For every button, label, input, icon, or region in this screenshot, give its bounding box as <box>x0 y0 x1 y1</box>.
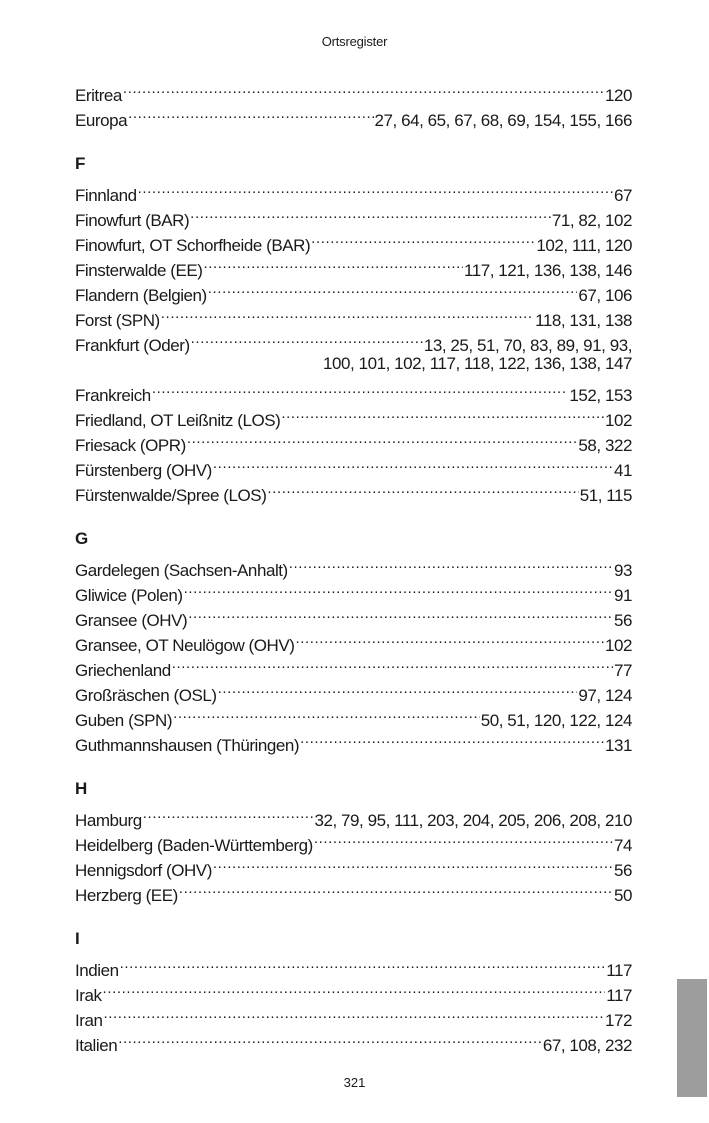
dot-leader <box>187 426 578 451</box>
entry-name: Friedland, OT Leißnitz (LOS) <box>75 411 281 430</box>
dot-leader <box>267 476 578 501</box>
index-section <box>75 776 632 905</box>
entry-pages: 93 <box>613 561 632 580</box>
index-entry <box>75 1026 632 1055</box>
entry-pages: 117 <box>606 961 632 980</box>
entry-pages: 172 <box>604 1011 632 1030</box>
index-section <box>75 926 632 1055</box>
entry-pages: 32, 79, 95, 111, 203, 204, 205, 206, 208, 210 <box>314 811 632 830</box>
entry-name: Italien <box>75 1036 118 1055</box>
entry-pages: 102 <box>604 636 632 655</box>
dot-leader <box>213 451 613 476</box>
dot-leader <box>172 651 613 676</box>
entry-name: Frankfurt (Oder) <box>75 336 190 355</box>
dot-leader <box>118 1026 542 1051</box>
dot-leader <box>289 551 613 576</box>
entry-name: Guthmannshausen (Thüringen) <box>75 736 300 755</box>
entry-pages: 58, 322 <box>578 436 632 455</box>
dot-leader <box>184 576 613 601</box>
dot-leader <box>161 301 534 326</box>
dot-leader <box>173 701 480 726</box>
section-letter: G <box>75 529 89 548</box>
index-entry <box>75 76 632 105</box>
entry-pages: 117 <box>606 986 632 1005</box>
entry-name: Irak <box>75 986 102 1005</box>
index-entry <box>75 376 632 405</box>
entry-pages-continued: 100, 101, 102, 117, 118, 122, 136, 138, 147 <box>323 354 632 373</box>
entry-name: Herzberg (EE) <box>75 886 178 905</box>
entry-pages: 118, 131, 138 <box>535 311 632 330</box>
entry-pages: 41 <box>613 461 632 480</box>
index-entry <box>75 826 632 855</box>
entry-pages: 50, 51, 120, 122, 124 <box>480 711 632 730</box>
running-head: Ortsregister <box>321 34 388 49</box>
entry-name: Frankreich <box>75 386 151 405</box>
index-entry <box>75 951 632 980</box>
index-entry <box>75 551 632 580</box>
entry-name: Friesack (OPR) <box>75 436 186 455</box>
entry-name: Eritrea <box>75 86 122 105</box>
entry-pages: 97, 124 <box>578 686 632 705</box>
entry-pages: 67, 106 <box>578 286 632 305</box>
entry-pages: 71, 82, 102 <box>551 211 632 230</box>
dot-leader <box>188 601 613 626</box>
dot-leader <box>218 676 578 701</box>
entry-pages: 102 <box>604 411 632 430</box>
entry-name: Indien <box>75 961 119 980</box>
dot-leader <box>103 976 606 1001</box>
entry-pages: 152, 153 <box>569 386 632 405</box>
entry-pages: 13, 25, 51, 70, 83, 89, 91, 93, <box>423 336 632 355</box>
entry-pages: 56 <box>613 611 632 630</box>
entry-name: Gliwice (Polen) <box>75 586 183 605</box>
entry-pages: 120 <box>604 86 632 105</box>
index-entry <box>75 1001 632 1030</box>
dot-leader <box>203 251 463 276</box>
dot-leader <box>191 326 423 351</box>
place-index <box>75 76 632 1076</box>
dot-leader <box>295 626 604 651</box>
dot-leader <box>143 801 314 826</box>
entry-pages: 50 <box>613 886 632 905</box>
section-letter: H <box>75 779 88 798</box>
section-letter: F <box>75 154 86 173</box>
dot-leader <box>179 876 613 901</box>
section-letter: I <box>75 929 80 948</box>
entry-name: Europa <box>75 111 128 130</box>
index-entry <box>75 801 632 830</box>
index-entry <box>75 176 632 205</box>
dot-leader <box>123 76 604 101</box>
entry-name: Gardelegen (Sachsen-Anhalt) <box>75 561 288 580</box>
dot-leader <box>190 201 551 226</box>
entry-name: Fürstenberg (OHV) <box>75 461 212 480</box>
dot-leader <box>152 376 569 401</box>
index-entry <box>75 401 632 430</box>
dot-leader <box>311 226 535 251</box>
page-number: 321 <box>343 1075 366 1090</box>
dot-leader <box>314 826 613 851</box>
entry-name: Forst (SPN) <box>75 311 160 330</box>
entry-pages: 77 <box>613 661 632 680</box>
entry-pages: 91 <box>613 586 632 605</box>
entry-pages: 74 <box>613 836 632 855</box>
index-section <box>75 151 632 505</box>
index-section <box>75 526 632 755</box>
entry-pages: 117, 121, 136, 138, 146 <box>464 261 632 280</box>
entry-pages: 131 <box>604 736 632 755</box>
entry-name: Fürstenwalde/Spree (LOS) <box>75 486 267 505</box>
entry-pages: 27, 64, 65, 67, 68, 69, 154, 155, 166 <box>374 111 632 130</box>
entry-name: Griechenland <box>75 661 171 680</box>
dot-leader <box>120 951 606 976</box>
entry-name: Hennigsdorf (OHV) <box>75 861 212 880</box>
index-entry <box>75 976 632 1005</box>
dot-leader <box>300 726 604 751</box>
index-entry <box>75 201 632 230</box>
dot-leader <box>138 176 613 201</box>
entry-name: Guben (SPN) <box>75 711 173 730</box>
entry-pages: 102, 111, 120 <box>536 236 632 255</box>
entry-name: Gransee (OHV) <box>75 611 188 630</box>
entry-name: Heidelberg (Baden-Württemberg) <box>75 836 313 855</box>
entry-name: Gransee, OT Neulögow (OHV) <box>75 636 295 655</box>
entry-pages: 51, 115 <box>579 486 632 505</box>
entry-pages: 67, 108, 232 <box>542 1036 632 1055</box>
dot-leader <box>281 401 604 426</box>
dot-leader <box>208 276 578 301</box>
entry-name: Finnland <box>75 186 137 205</box>
entry-name: Finowfurt (BAR) <box>75 211 190 230</box>
entry-name: Hamburg <box>75 811 142 830</box>
index-section <box>75 76 632 130</box>
index-entry <box>75 101 632 130</box>
entry-name: Finowfurt, OT Schorfheide (BAR) <box>75 236 311 255</box>
entry-name: Großräschen (OSL) <box>75 686 217 705</box>
dot-leader <box>128 101 373 126</box>
entry-name: Finsterwalde (EE) <box>75 261 203 280</box>
entry-name: Iran <box>75 1011 103 1030</box>
thumb-index-tab <box>677 979 707 1097</box>
dot-leader <box>213 851 613 876</box>
dot-leader <box>104 1001 604 1026</box>
entry-pages: 56 <box>613 861 632 880</box>
entry-name: Flandern (Belgien) <box>75 286 207 305</box>
entry-pages: 67 <box>613 186 632 205</box>
